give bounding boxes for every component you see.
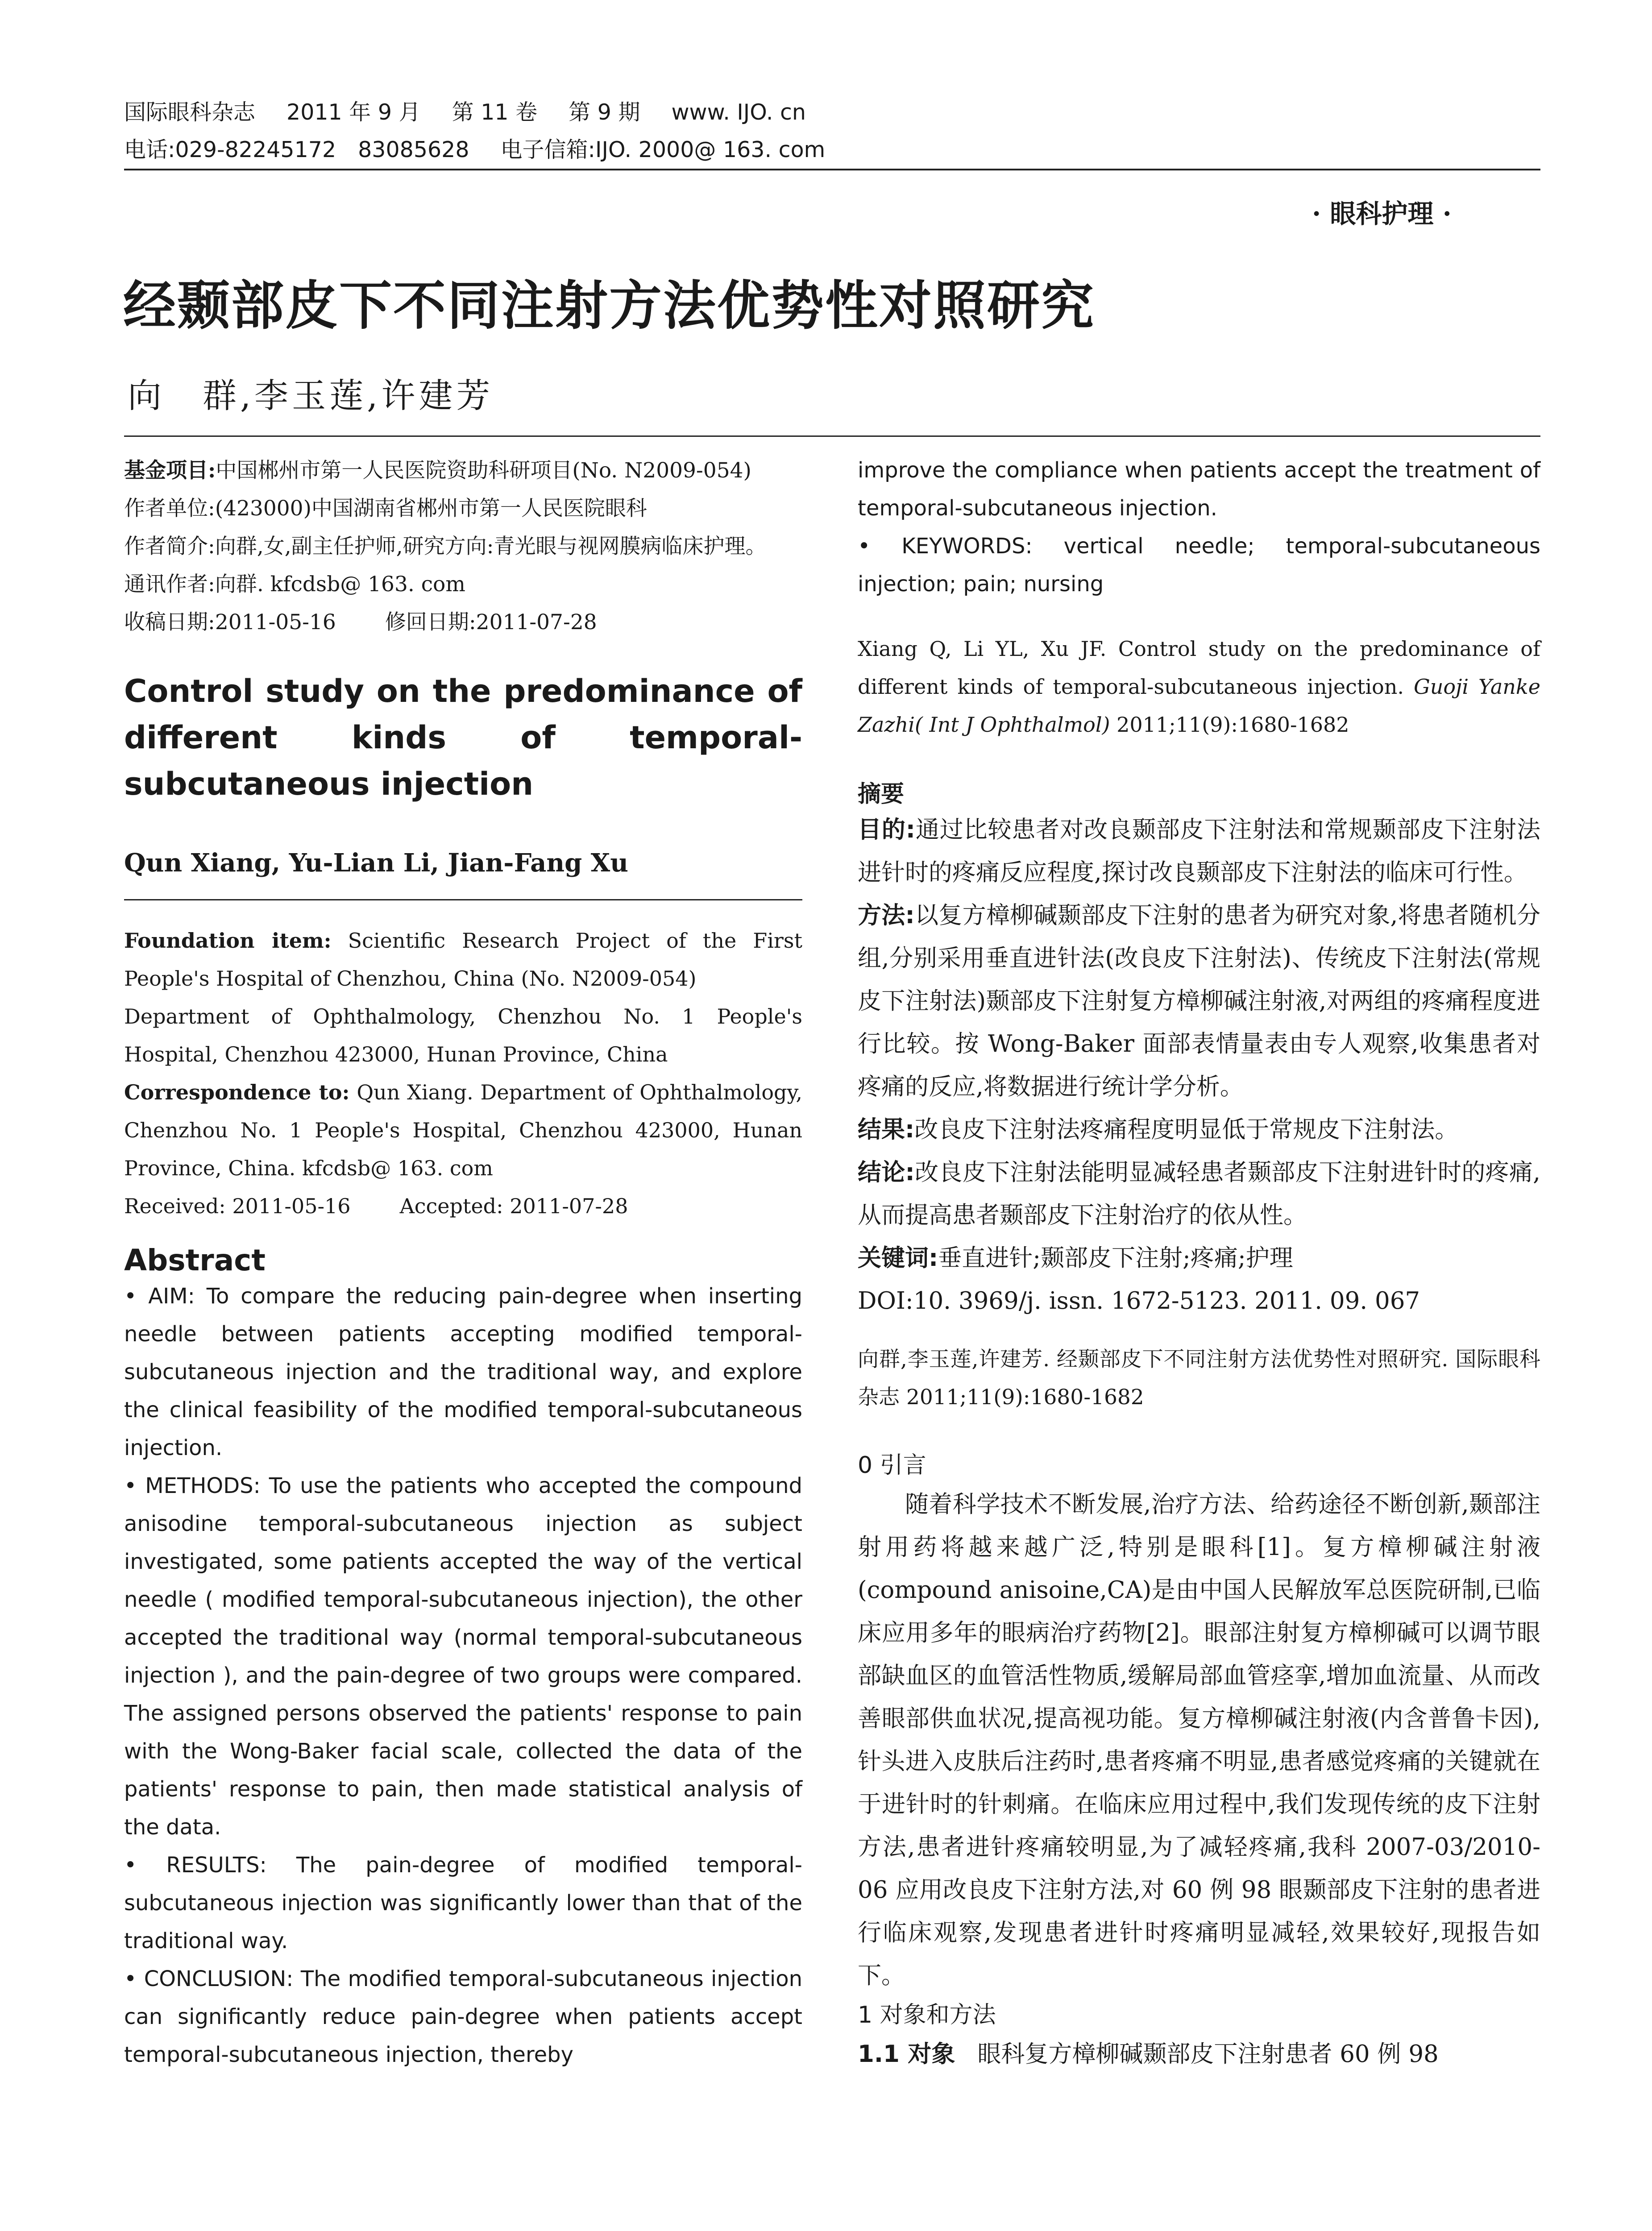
intro-heading: 0 引言 [858, 1452, 926, 1479]
issue: 第 9 期 [569, 100, 640, 125]
header-rule [124, 169, 1540, 170]
abstract-methods: • METHODS: To use the patients who accepted the compound anisodine temporal-subcutaneous injection as subject investigated, some patients accepted the way of the vertical needle ( modified temporal-subcutaneous injection), the other accepted the traditional way (normal temporal-subcutaneous injection ), and the pain-degree of two groups were compared. The assigned persons observed the patients' response to pain with the Wong-Baker facial scale, collected the data of the patients' response to pain, then made statistical analysis of the data. [124, 1473, 802, 1840]
fund-info: 基金项目:中国郴州市第一人民医院资助科研项目(No. N2009-054) [124, 458, 751, 483]
abstract-aim: • AIM: To compare the reducing pain-degree when inserting needle between patients accepting modified temporal-subcutaneous injection and the traditional way, and explore the clinical feasibility of the modified temporal-subcutaneous injection. [124, 1284, 802, 1460]
title-rule [124, 435, 1540, 437]
author-bio: 作者简介:向群,女,副主任护师,研究方向:青光眼与视网膜病临床护理。 [124, 534, 767, 559]
dates-cn [124, 603, 802, 641]
author-unit: 作者单位:(423000)中国湖南省郴州市第一人民医院眼科 [124, 496, 647, 521]
phone: 电话:029-82245172 83085628 [124, 137, 469, 162]
issue-date: 2011 年 9 月 [286, 100, 421, 125]
abstract-heading: Abstract [124, 1243, 266, 1277]
english-title: Control study on the predominance of different kinds of temporal-subcutaneous injection [124, 673, 802, 802]
abstract-cn-methods: 方法:以复方樟柳碱颞部皮下注射的患者为研究对象,将患者随机分组,分别采用垂直进针法(改良皮下注射法)、传统皮下注射法(常规皮下注射法)颞部皮下注射复方樟柳碱注射液,对两组的疼痛程度进行比较。按 Wong-Baker 面部表情量表由专人观察,收集患者对疼痛的反应,将数据进行统计学分析。 [858, 902, 1540, 1100]
article-title: 经颞部皮下不同注射方法优势性对照研究 [123, 275, 1096, 336]
abstract-conclusion-continued: improve the compliance when patients accept the treatment of temporal-subcutaneous injection. [858, 458, 1540, 521]
citation-chinese: 向群,李玉莲,许建芳. 经颞部皮下不同注射方法优势性对照研究. 国际眼科杂志 2011;11(9):1680-1682 [858, 1347, 1540, 1410]
dates-en [124, 1187, 802, 1225]
abstract-conclusion: • CONCLUSION: The modified temporal-subcutaneous injection can significantly reduce pain-degree when patients accept temporal-subcutaneous injection, thereby [124, 1966, 802, 2067]
section1-heading: 1 对象和方法 [858, 2002, 996, 2028]
english-authors: Qun Xiang, Yu-Lian Li, Jian-Fang Xu [124, 848, 628, 878]
article-authors: 向 群,李玉莲,许建芳 [128, 376, 494, 415]
corresponding-author: 通讯作者:向群. kfcdsb@ 163. com [124, 572, 465, 597]
running-header-line2 [124, 137, 856, 163]
foundation-item: Foundation item: Scientific Research Project of the First People's Hospital of Chenzhou, China (No. N2009-054) [124, 929, 802, 991]
revised-cn: 修回日期:2011-07-28 [385, 610, 597, 634]
abstract-cn-aim: 目的:通过比较患者对改良颞部皮下注射法和常规颞部皮下注射法进针时的疼痛反应程度,探讨改良颞部皮下注射法的临床可行性。 [858, 816, 1540, 886]
column-tag: · 眼科护理 · [1312, 199, 1452, 229]
correspondence: Correspondence to: Qun Xiang. Department of Ophthalmology, Chenzhou No. 1 People's Hospital, Chenzhou 423000, Hunan Province, China. kfcdsb@ 163. com [124, 1080, 802, 1180]
running-header-line1 [124, 99, 837, 126]
doi: DOI:10. 3969/j. issn. 1672-5123. 2011. 09. 067 [858, 1287, 1420, 1315]
right-column [858, 452, 1540, 2076]
abstract-results: • RESULTS: The pain-degree of modified temporal-subcutaneous injection was significantly lower than that of the traditional way. [124, 1853, 802, 1953]
received-en: Received: 2011-05-16 [124, 1194, 351, 1218]
abstract-cn-results: 结果:改良皮下注射法疼痛程度明显低于常规皮下注射法。 [858, 1116, 1459, 1143]
intro-text: 随着科学技术不断发展,治疗方法、给药途径不断创新,颞部注射用药将越来越广泛,特别是眼科[1]。复方樟柳碱注射液(compound anisoine,CA)是由中国人民解放军总医院研制,已临床应用多年的眼病治疗药物[2]。眼部注射复方樟柳碱可以调节眼部缺血区的血管活性物质,缓解局部血管痉挛,增加血流量、从而改善眼部供血状况,提高视功能。复方樟柳碱注射液(内含普鲁卡因),针头进入皮肤后注药时,患者疼痛不明显,患者感觉疼痛的关键就在于进针时的针刺痛。在临床应用过程中,我们发现传统的皮下注射方法,患者进针疼痛较明显,为了减轻疼痛,我科 2007-03/2010-06 应用改良皮下注射方法,对 60 例 98 眼颞部皮下注射的患者进行临床观察,发现患者进针时疼痛明显减轻,效果较好,现报告如下。 [858, 1491, 1540, 1989]
abstract-cn-conclusion: 结论:改良皮下注射法能明显减轻患者颞部皮下注射进针时的疼痛,从而提高患者颞部皮下注射治疗的依从性。 [858, 1159, 1540, 1229]
citation-english: Xiang Q, Li YL, Xu JF. Control study on the predominance of different kinds of temporal-subcutaneous injection. Guoji Yanke Zazhi( Int J Ophthalmol) 2011;11(9):1680-1682 [858, 637, 1540, 737]
volume: 第 11 卷 [452, 100, 538, 125]
email: 电子信箱:IJO. 2000@ 163. com [500, 137, 826, 162]
website: www. IJO. cn [671, 100, 806, 125]
section1-1: 1.1 对象 眼科复方樟柳碱颞部皮下注射患者 60 例 98 [858, 2040, 1439, 2068]
left-column [124, 452, 802, 2074]
journal-name: 国际眼科杂志 [124, 100, 256, 125]
received-cn: 收稿日期:2011-05-16 [124, 610, 336, 634]
accepted-en: Accepted: 2011-07-28 [399, 1194, 628, 1218]
abstract-cn-heading: 摘要 [858, 781, 905, 808]
abstract-keywords: • KEYWORDS: vertical needle; temporal-subcutaneous injection; pain; nursing [858, 534, 1540, 597]
department: Department of Ophthalmology, Chenzhou No. 1 People's Hospital, Chenzhou 423000, Hunan Province, China [124, 1004, 802, 1066]
english-authors-rule [124, 899, 802, 900]
abstract-cn-keywords: 关键词:垂直进针;颞部皮下注射;疼痛;护理 [858, 1244, 1293, 1272]
